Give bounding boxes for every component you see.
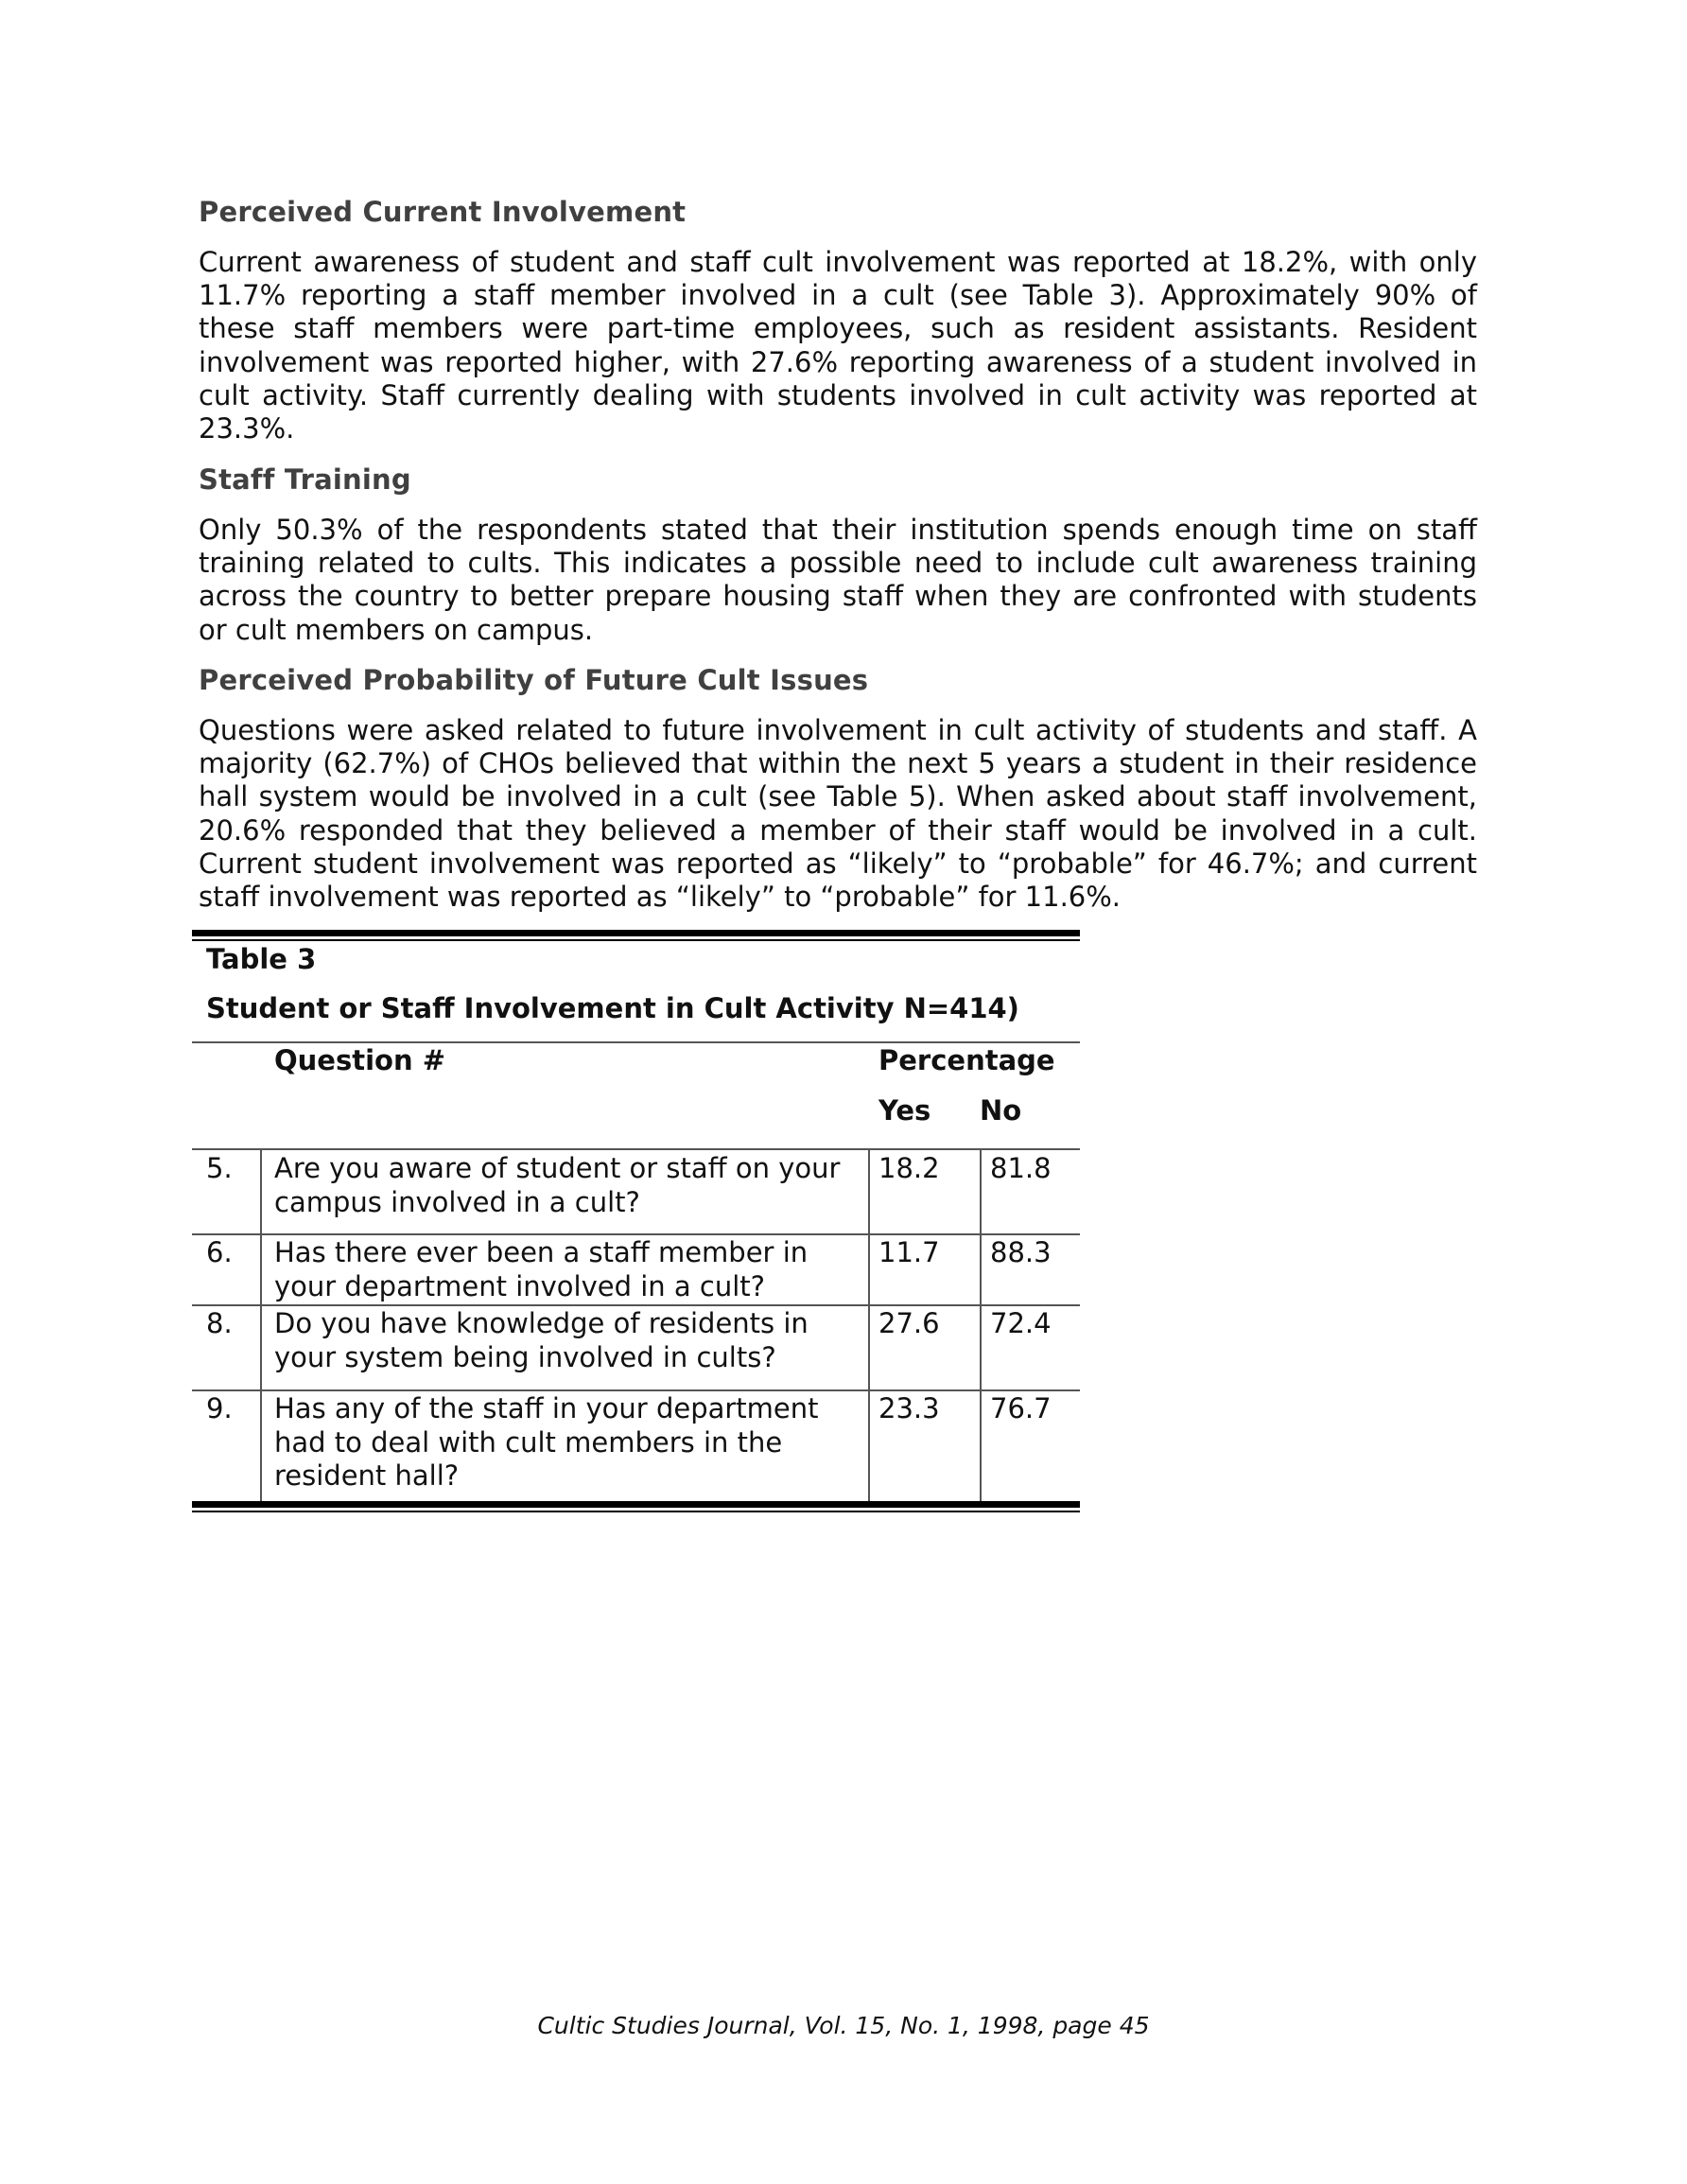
question-number: 6. xyxy=(206,1236,233,1268)
section-paragraph xyxy=(199,514,1477,647)
yes-value: 11.7 xyxy=(878,1236,940,1268)
question-line: Has any of the staff in your department xyxy=(274,1392,819,1424)
table-label: Table 3 xyxy=(206,943,317,975)
question-text xyxy=(274,1392,819,1494)
question-number: 9. xyxy=(206,1392,233,1424)
section-paragraph xyxy=(199,714,1477,914)
paragraph-line: Current awareness of student and staff cult involvement was reported at 18.2%, with only xyxy=(199,246,1477,278)
row-divider xyxy=(192,1304,1080,1306)
question-number: 5. xyxy=(206,1152,233,1184)
question-text xyxy=(274,1236,808,1303)
paragraph-line: involvement was reported higher, with 27.6% reporting awareness of a student involved in xyxy=(199,345,1477,378)
row-divider xyxy=(192,1389,1080,1391)
row-divider xyxy=(192,1148,1080,1150)
section-heading: Perceived Probability of Future Cult Issues xyxy=(199,664,869,696)
table-top-rule-thin xyxy=(192,939,1080,941)
no-value: 81.8 xyxy=(990,1152,1052,1184)
row-divider xyxy=(192,1233,1080,1235)
yes-value: 23.3 xyxy=(878,1392,940,1424)
column-divider xyxy=(868,1148,870,1502)
question-text xyxy=(274,1307,809,1374)
page-footer: Cultic Studies Journal, Vol. 15, No. 1, 1998, page 45 xyxy=(537,2012,1150,2039)
paragraph-line: staff involvement was reported as “likely” to “probable” for 11.6%. xyxy=(199,881,1122,914)
section-paragraph xyxy=(199,246,1477,446)
paragraph-line: 23.3%. xyxy=(199,412,295,446)
section-heading: Perceived Current Involvement xyxy=(199,196,687,228)
paragraph-line: Only 50.3% of the respondents stated that their institution spends enough time on staff xyxy=(199,514,1477,546)
table-bottom-rule-thin xyxy=(192,1511,1080,1512)
section-heading: Staff Training xyxy=(199,463,411,496)
paragraph-line: hall system would be involved in a cult (see Table 5). When asked about staff involvement, xyxy=(199,780,1477,813)
paragraph-line: Questions were asked related to future involvement in cult activity of students and staff. A xyxy=(199,714,1477,746)
yes-value: 27.6 xyxy=(878,1307,940,1339)
question-line: your department involved in a cult? xyxy=(274,1269,766,1302)
question-number: 8. xyxy=(206,1307,233,1339)
column-divider xyxy=(980,1148,982,1502)
question-text xyxy=(274,1152,840,1219)
no-value: 76.7 xyxy=(990,1392,1052,1424)
paragraph-line: training related to cults. This indicates a possible need to include cult awareness training xyxy=(199,547,1477,580)
paragraph-line: 20.6% responded that they believed a member of their staff would be involved in a cult. xyxy=(199,813,1477,847)
question-line: Has there ever been a staff member in xyxy=(274,1236,809,1268)
question-line: campus involved in a cult? xyxy=(274,1185,640,1218)
paragraph-line: majority (62.7%) of CHOs believed that within the next 5 years a student in their residence xyxy=(199,747,1477,780)
yes-value: 18.2 xyxy=(878,1152,940,1184)
question-line: resident hall? xyxy=(274,1459,460,1492)
header-no: No xyxy=(980,1094,1022,1127)
no-value: 72.4 xyxy=(990,1307,1052,1339)
header-yes: Yes xyxy=(878,1094,931,1127)
paragraph-line: 11.7% reporting a staff member involved in a cult (see Table 3). Approximately 90% of xyxy=(199,279,1477,312)
question-line: had to deal with cult members in the xyxy=(274,1425,783,1459)
table-top-rule xyxy=(192,930,1080,936)
paragraph-line: these staff members were part-time employees, such as resident assistants. Resident xyxy=(199,312,1477,345)
paragraph-line: across the country to better prepare housing staff when they are confronted with students xyxy=(199,580,1477,613)
question-line: Are you aware of student or staff on your xyxy=(274,1152,841,1184)
column-divider xyxy=(260,1148,262,1502)
no-value: 88.3 xyxy=(990,1236,1052,1268)
question-line: your system being involved in cults? xyxy=(274,1340,776,1373)
table-bottom-rule xyxy=(192,1501,1080,1508)
header-percentage: Percentage xyxy=(878,1044,1055,1076)
header-question: Question # xyxy=(274,1044,445,1076)
table-header-rule xyxy=(192,1041,1080,1043)
paragraph-line: cult activity. Staff currently dealing with students involved in cult activity was reported at xyxy=(199,378,1477,411)
table-title: Student or Staff Involvement in Cult Activity N=414) xyxy=(206,992,1019,1024)
paragraph-line: or cult members on campus. xyxy=(199,613,594,646)
paragraph-line: Current student involvement was reported as “likely” to “probable” for 46.7%; and current xyxy=(199,847,1477,880)
question-line: Do you have knowledge of residents in xyxy=(274,1307,809,1339)
